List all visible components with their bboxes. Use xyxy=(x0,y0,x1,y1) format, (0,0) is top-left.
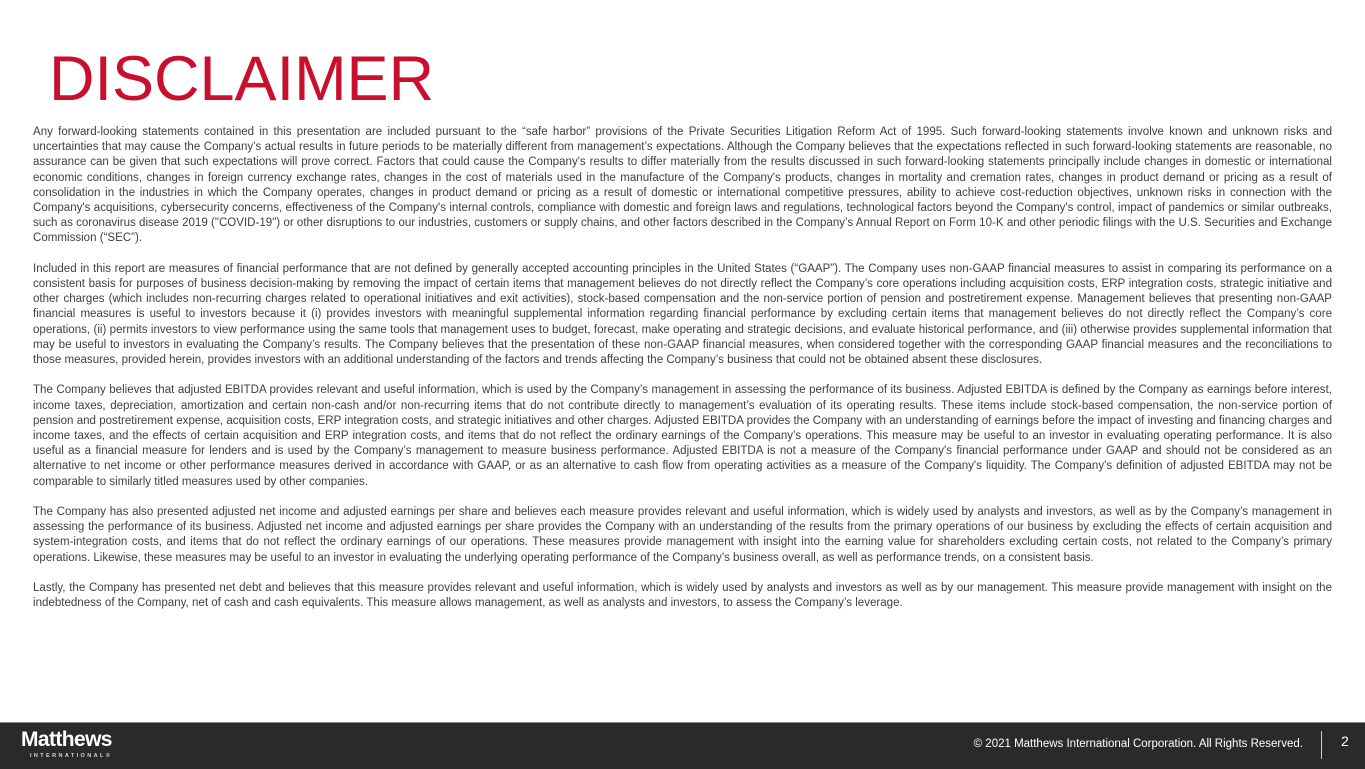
paragraph-forward-looking: Any forward-looking statements contained in this presentation are included pursuant to the “safe harbor” provisions of the Private Securities Litigation Reform Act of 1995. Such forward-looking statements involve known and unknown risks and uncertainties that may cause the Company’s actual results in future periods to be materially different from management’s expectations. Although the Company believes that the expectations reflected in such forward-looking statements are reasonable, no assurance can be given that such expectations will prove correct. Factors that could cause the Company's results to differ materially from the results discussed in such forward-looking statements principally include changes in domestic or international economic conditions, changes in foreign currency exchange rates, changes in the cost of materials used in the manufacture of the Company's products, changes in mortality and cremation rates, changes in product demand or pricing as a result of consolidation in the industries in which the Company operates, changes in product demand or pricing as a result of domestic or international competitive pressures, ability to achieve cost-reduction objectives, unknown risks in connection with the Company's acquisitions, cybersecurity concerns, effectiveness of the Company's internal controls, compliance with domestic and foreign laws and regulations, technological factors beyond the Company's control, impact of pandemics or similar outbreaks, such as coronavirus disease 2019 ("COVID-19") or other disruptions to our industries, customers or supply chains, and other factors described in the Company’s Annual Report on Form 10-K and other periodic filings with the U.S. Securities and Exchange Commission (“SEC”). xyxy=(33,126,1332,245)
paragraph-non-gaap: Included in this report are measures of financial performance that are not defined by generally accepted accounting principles in the United States (“GAAP”). The Company uses non-GAAP financial measures to assist in comparing its performance on a consistent basis for purposes of business decision-making by removing the impact of certain items that management believes do not directly reflect the Company’s core operations including acquisition costs, ERP integration costs, strategic initiative and other charges (which includes non-recurring charges related to operational initiatives and exit activities), stock-based compensation and the non-service portion of pension and postretirement expense. Management believes that presenting non-GAAP financial measures is useful to investors because it (i) provides investors with meaningful supplemental information regarding financial performance by excluding certain items that management believes do not directly reflect the Company’s core operations, (ii) permits investors to view performance using the same tools that management uses to budget, forecast, make operating and strategic decisions, and evaluate historical performance, and (iii) otherwise provides supplemental information that may be useful to investors in evaluating the Company’s results. The Company believes that the presentation of these non-GAAP financial measures, when considered together with the corresponding GAAP financial measures and the reconciliations to those measures, provided herein, provides investors with an additional understanding of the factors and trends affecting the Company’s business that could not be obtained absent these disclosures. xyxy=(33,262,1332,367)
slide-title: DISCLAIMER xyxy=(49,44,435,114)
paragraph-adjusted-net-income: The Company has also presented adjusted net income and adjusted earnings per share and believes each measure provides relevant and useful information, which is widely used by analysts and investors, as well as by the Company’s management in assessing the performance of its business. Adjusted net income and adjusted earnings per share provides the Company with an understanding of the results from the primary operations of our business by excluding the effects of certain acquisition and system-integration costs, and items that do not reflect the ordinary earnings of our operations. These measures provide management with insight into the earning value for shareholders excluding certain costs, not related to the Company’s primary operations. Likewise, these measures may be useful to an investor in evaluating the underlying operating performance of the Company’s business overall, as well as performance trends, on a consistent basis. xyxy=(33,506,1332,564)
page-number: 2 xyxy=(1341,733,1349,749)
copyright-notice: © 2021 Matthews International Corporation. All Rights Reserved. xyxy=(973,738,1303,750)
footer-divider xyxy=(1321,731,1322,759)
logo-subtitle: INTERNATIONAL® xyxy=(30,753,113,759)
company-logo xyxy=(21,728,112,760)
paragraph-net-debt: Lastly, the Company has presented net debt and believes that this measure provides relevant and useful information, which is widely used by analysts and investors as well as by our management. This measure provide management with insight on the indebtedness of the Company, net of cash and cash equivalents. This measure allows management, as well as analysts and investors, to assess the Company’s leverage. xyxy=(33,582,1332,610)
footer-bar xyxy=(0,722,1365,769)
disclaimer-body xyxy=(33,125,1332,627)
logo-wordmark: Matthews xyxy=(21,728,112,751)
paragraph-adjusted-ebitda: The Company believes that adjusted EBITDA provides relevant and useful information, which is used by the Company’s management in assessing the performance of its business. Adjusted EBITDA is defined by the Company as earnings before interest, income taxes, depreciation, amortization and certain non-cash and/or non-recurring items that do not contribute directly to management’s evaluation of its operating results. These items include stock-based compensation, the non-service portion of pension and postretirement expense, acquisition costs, ERP integration costs, and strategic initiatives and other charges. Adjusted EBITDA provides the Company with an understanding of earnings before the impact of investing and financing charges and income taxes, and the effects of certain acquisition and ERP integration costs, and items that do not reflect the ordinary earnings of the Company’s operations. This measure may be useful to an investor in evaluating operating performance. It is also useful as a financial measure for lenders and is used by the Company’s management to measure business performance. Adjusted EBITDA is not a measure of the Company's financial performance under GAAP and should not be considered as an alternative to net income or other performance measures derived in accordance with GAAP, or as an alternative to cash flow from operating activities as a measure of the Company's liquidity. The Company's definition of adjusted EBITDA may not be comparable to similarly titled measures used by other companies. xyxy=(33,384,1332,488)
